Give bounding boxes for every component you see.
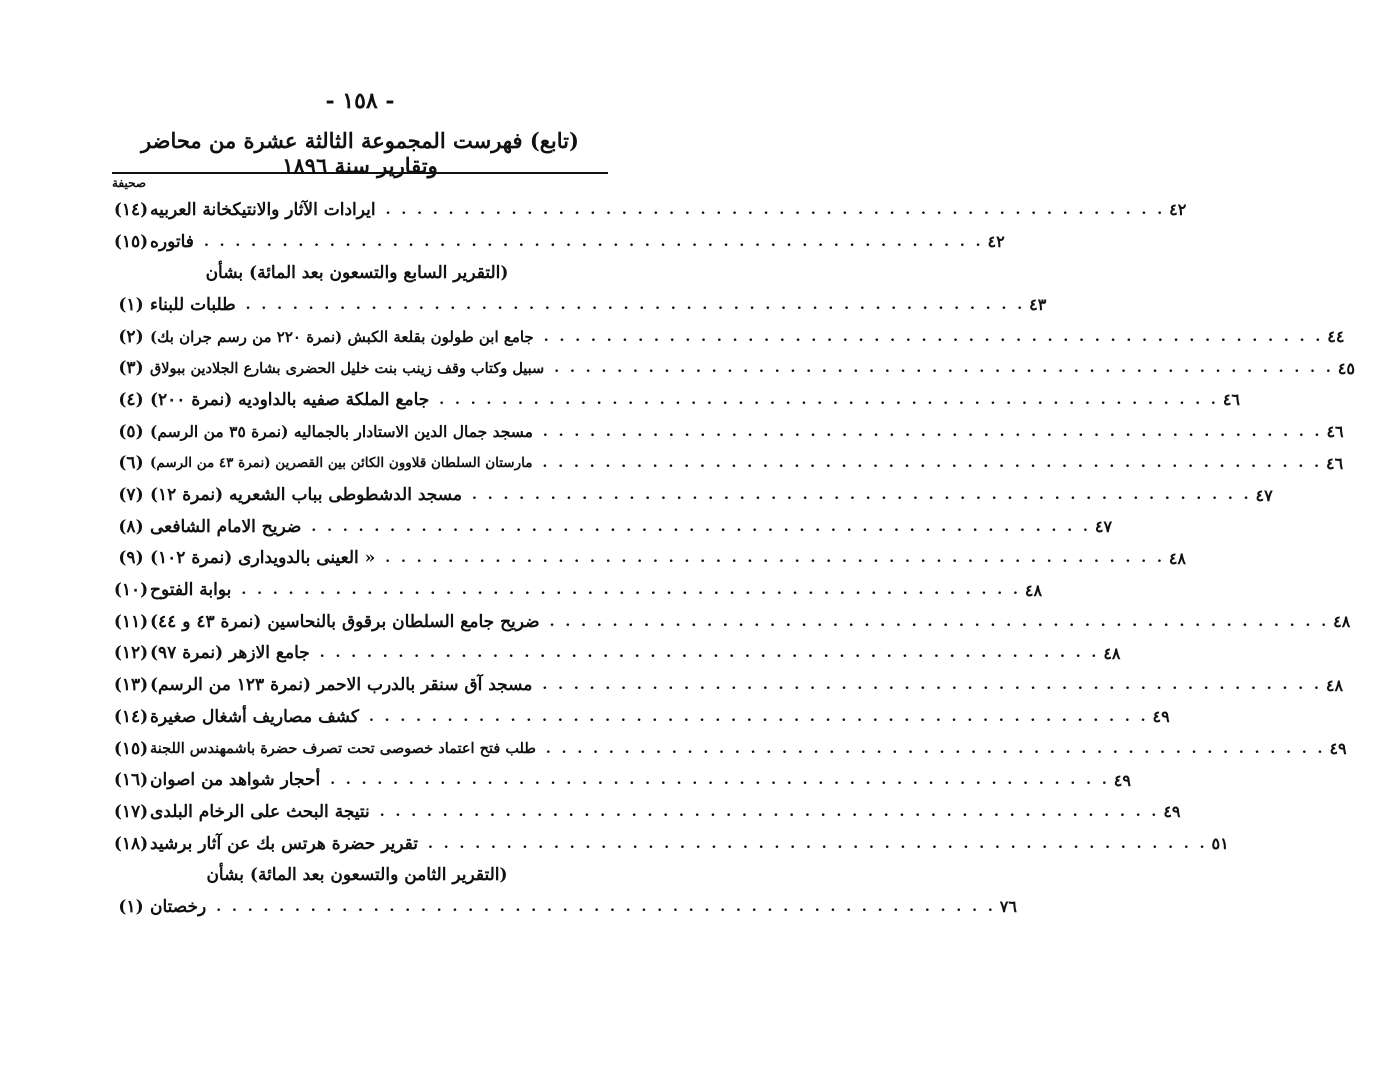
item-page-number: ٤٣ xyxy=(1029,295,1047,315)
list-item xyxy=(112,479,1273,511)
item-title: ضريح جامع السلطان برقوق بالنحاسين (نمرة ٤٣ و ٤٤) xyxy=(150,611,540,632)
dot-leader: . . . . . . . . . . . . . . . . . . . . . . . . . . . . . . . . . . . . . . . . . . . . . . . . . . xyxy=(245,296,1026,313)
list-item xyxy=(112,448,1344,480)
section-heading: (التقرير السابع والتسعون بعد المائة) بشأن xyxy=(205,263,509,284)
item-page-number: ٤٢ xyxy=(987,232,1005,252)
dot-leader: . . . . . . . . . . . . . . . . . . . . . . . . . . . . . . . . . . . . . . . . . . . . . . . . . . xyxy=(385,201,1166,218)
list-item xyxy=(112,384,1240,416)
item-page-number: ٤٦ xyxy=(1326,453,1344,473)
dot-leader: . . . . . . . . . . . . . . . . . . . . . . . . . . . . . . . . . . . . . . . . . . . . . . . . . . xyxy=(439,391,1219,408)
dot-leader: . . . . . . . . . . . . . . . . . . . . . . . . . . . . . . . . . . . . . . . . . . . . . . . . . . xyxy=(542,423,1323,440)
item-title: ضريح الامام الشافعى xyxy=(150,516,302,537)
table-of-contents xyxy=(112,194,1355,923)
item-title: سبيل وكتاب وقف زينب بنت خليل الحضرى بشارع الجلادين ببولاق xyxy=(150,359,545,377)
item-title: « العينى بالدويدارى (نمرة ١٠٢) xyxy=(150,548,376,569)
item-title: طلبات للبناء xyxy=(150,294,236,315)
item-page-number: ٤٧ xyxy=(1255,485,1273,505)
dot-leader: . . . . . . . . . . . . . . . . . . . . . . . . . . . . . . . . . . . . . . . . . . . . . . . . . . xyxy=(203,233,984,250)
item-page-number: ٤٤ xyxy=(1327,327,1345,347)
item-page-number: ٤٨ xyxy=(1168,548,1187,568)
list-item xyxy=(112,796,1181,828)
page-number: - ١٥٨ - xyxy=(325,88,395,114)
dot-leader: . . . . . . . . . . . . . . . . . . . . . . . . . . . . . . . . . . . . . . . . . . . . . . . . . . xyxy=(216,898,996,915)
item-page-number: ٤٢ xyxy=(1169,200,1187,220)
dot-leader: . . . . . . . . . . . . . . . . . . . . . . . . . . . . . . . . . . . . . . . . . . . . . . . . . . xyxy=(545,740,1326,757)
item-number: (١) xyxy=(118,294,144,315)
item-number: (١٥) xyxy=(113,231,149,252)
item-title: رخصتان xyxy=(150,896,207,917)
list-item xyxy=(112,828,1229,860)
dot-leader: . . . . . . . . . . . . . . . . . . . . . . . . . . . . . . . . . . . . . . . . . . . . . . . . . . xyxy=(472,487,1252,504)
item-page-number: ٤٩ xyxy=(1329,739,1347,759)
item-title: فاتوره xyxy=(150,231,194,252)
item-page-number: ٥١ xyxy=(1211,834,1229,854)
item-page-number: ٤٩ xyxy=(1152,707,1170,727)
item-number: (٧) xyxy=(118,485,144,506)
list-item xyxy=(112,289,1047,321)
item-title: جامع الازهر (نمرة ٩٧) xyxy=(150,643,310,664)
title-divider xyxy=(112,172,608,174)
list-item xyxy=(112,321,1345,353)
list-item xyxy=(112,352,1355,384)
item-title: كشف مصاريف أشغال صغيرة xyxy=(150,706,359,727)
item-number: (١٨) xyxy=(113,833,149,854)
list-item xyxy=(112,733,1347,765)
list-item xyxy=(112,638,1121,670)
list-item xyxy=(112,511,1113,543)
list-item xyxy=(112,226,1005,258)
list-item xyxy=(112,606,1351,638)
item-page-number: ٤٦ xyxy=(1222,390,1240,410)
item-number: (١٤) xyxy=(113,199,149,220)
dot-leader: . . . . . . . . . . . . . . . . . . . . . . . . . . . . . . . . . . . . . . . . . . . . . . . . . . xyxy=(428,835,1208,852)
dot-leader: . . . . . . . . . . . . . . . . . . . . . . . . . . . . . . . . . . . . . . . . . . . . . . . . . . xyxy=(542,455,1322,472)
dot-leader: . . . . . . . . . . . . . . . . . . . . . . . . . . . . . . . . . . . . . . . . . . . . . . . . . . xyxy=(542,677,1322,694)
list-item xyxy=(112,194,1187,226)
item-title: أحجار شواهد من اصوان xyxy=(150,770,321,791)
dot-leader: . . . . . . . . . . . . . . . . . . . . . . . . . . . . . . . . . . . . . . . . . . . . . . . . . . xyxy=(549,613,1330,630)
dot-leader: . . . . . . . . . . . . . . . . . . . . . . . . . . . . . . . . . . . . . . . . . . . . . . . . . . xyxy=(330,772,1110,789)
item-title: جامع الملكة صفيه بالداوديه (نمرة ٢٠٠) xyxy=(150,389,430,410)
item-page-number: ٤٨ xyxy=(1333,612,1351,632)
dot-leader: . . . . . . . . . . . . . . . . . . . . . . . . . . . . . . . . . . . . . . . . . . . . . . . . . . xyxy=(543,328,1324,345)
list-item xyxy=(112,701,1170,733)
item-page-number: ٤٩ xyxy=(1113,770,1131,790)
item-number: (٨) xyxy=(118,516,144,537)
item-number: (٣) xyxy=(118,358,144,379)
item-number: (٦) xyxy=(118,453,144,474)
list-item xyxy=(112,891,1017,923)
item-number: (١٢) xyxy=(113,643,149,664)
list-item xyxy=(112,416,1344,448)
dot-leader: . . . . . . . . . . . . . . . . . . . . . . . . . . . . . . . . . . . . . . . . . . . . . . . . . . xyxy=(319,645,1100,662)
item-page-number: ٤٧ xyxy=(1094,517,1113,537)
item-title: ايرادات الآثار والانتيكخانة العربيه xyxy=(150,199,376,220)
item-number: (٤) xyxy=(118,389,144,410)
section-heading: (التقرير الثامن والتسعون بعد المائة) بشأن xyxy=(206,865,508,886)
item-page-number: ٧٦ xyxy=(999,897,1017,917)
list-item xyxy=(112,669,1344,701)
list-item xyxy=(112,543,1187,575)
list-item xyxy=(112,764,1131,796)
item-number: (٢) xyxy=(118,326,144,347)
page-title: (تابع) فهرست المجموعة الثالثة عشرة من محاضر وتقارير سنة ١٨٩٦ xyxy=(141,128,579,178)
dot-leader: . . . . . . . . . . . . . . . . . . . . . . . . . . . . . . . . . . . . . . . . . . . . . . . . . . xyxy=(379,803,1160,820)
item-title: طلب فتح اعتماد خصوصى تحت تصرف حضرة باشمهندس اللجنة xyxy=(150,740,536,758)
dot-leader: . . . . . . . . . . . . . . . . . . . . . . . . . . . . . . . . . . . . . . . . . . . . . . . . . . xyxy=(311,518,1091,535)
list-item xyxy=(112,574,1043,606)
item-title: مسجد جمال الدين الاستادار بالجماليه (نمرة ٣٥ من الرسم) xyxy=(150,422,533,442)
item-page-number: ٤٨ xyxy=(1024,580,1043,600)
item-number: (١٠) xyxy=(113,580,149,601)
item-page-number: ٤٩ xyxy=(1163,802,1181,822)
dot-leader: . . . . . . . . . . . . . . . . . . . . . . . . . . . . . . . . . . . . . . . . . . . . . . . . . . xyxy=(368,708,1149,725)
item-title: نتيجة البحث على الرخام البلدى xyxy=(150,801,370,822)
item-title: تقرير حضرة هرتس بك عن آثار برشيد xyxy=(150,833,419,854)
dot-leader: . . . . . . . . . . . . . . . . . . . . . . . . . . . . . . . . . . . . . . . . . . . . . . . . . . xyxy=(554,360,1334,377)
item-number: (١١) xyxy=(113,611,149,632)
item-title: بوابة الفتوح xyxy=(150,580,232,601)
item-number: (١٣) xyxy=(113,675,149,696)
item-title: مسجد الدشطوطى بباب الشعريه (نمرة ١٢) xyxy=(150,485,463,506)
page-column-header: صحيفة xyxy=(112,176,147,190)
item-page-number: ٤٥ xyxy=(1337,358,1355,378)
item-page-number: ٤٦ xyxy=(1326,422,1344,442)
item-title: مارستان السلطان قلاوون الكائن بين القصرين (نمرة ٤٣ من الرسم) xyxy=(150,455,533,472)
item-number: (١٤) xyxy=(113,706,149,727)
item-number: (١) xyxy=(118,896,144,917)
item-number: (٩) xyxy=(118,548,144,569)
dot-leader: . . . . . . . . . . . . . . . . . . . . . . . . . . . . . . . . . . . . . . . . . . . . . . . . . . xyxy=(241,582,1021,599)
item-number: (١٧) xyxy=(113,801,149,822)
item-number: (٥) xyxy=(118,421,144,442)
item-page-number: ٤٨ xyxy=(1325,675,1344,695)
item-number: (١٥) xyxy=(113,738,149,759)
item-title: مسجد آق سنقر بالدرب الاحمر (نمرة ١٢٣ من الرسم) xyxy=(150,675,533,696)
dot-leader: . . . . . . . . . . . . . . . . . . . . . . . . . . . . . . . . . . . . . . . . . . . . . . . . . . xyxy=(385,550,1165,567)
item-number: (١٦) xyxy=(113,770,149,791)
item-page-number: ٤٨ xyxy=(1103,643,1121,663)
item-title: جامع ابن طولون بقلعة الكبش (نمرة ٢٢٠ من رسم جران بك) xyxy=(150,327,534,346)
